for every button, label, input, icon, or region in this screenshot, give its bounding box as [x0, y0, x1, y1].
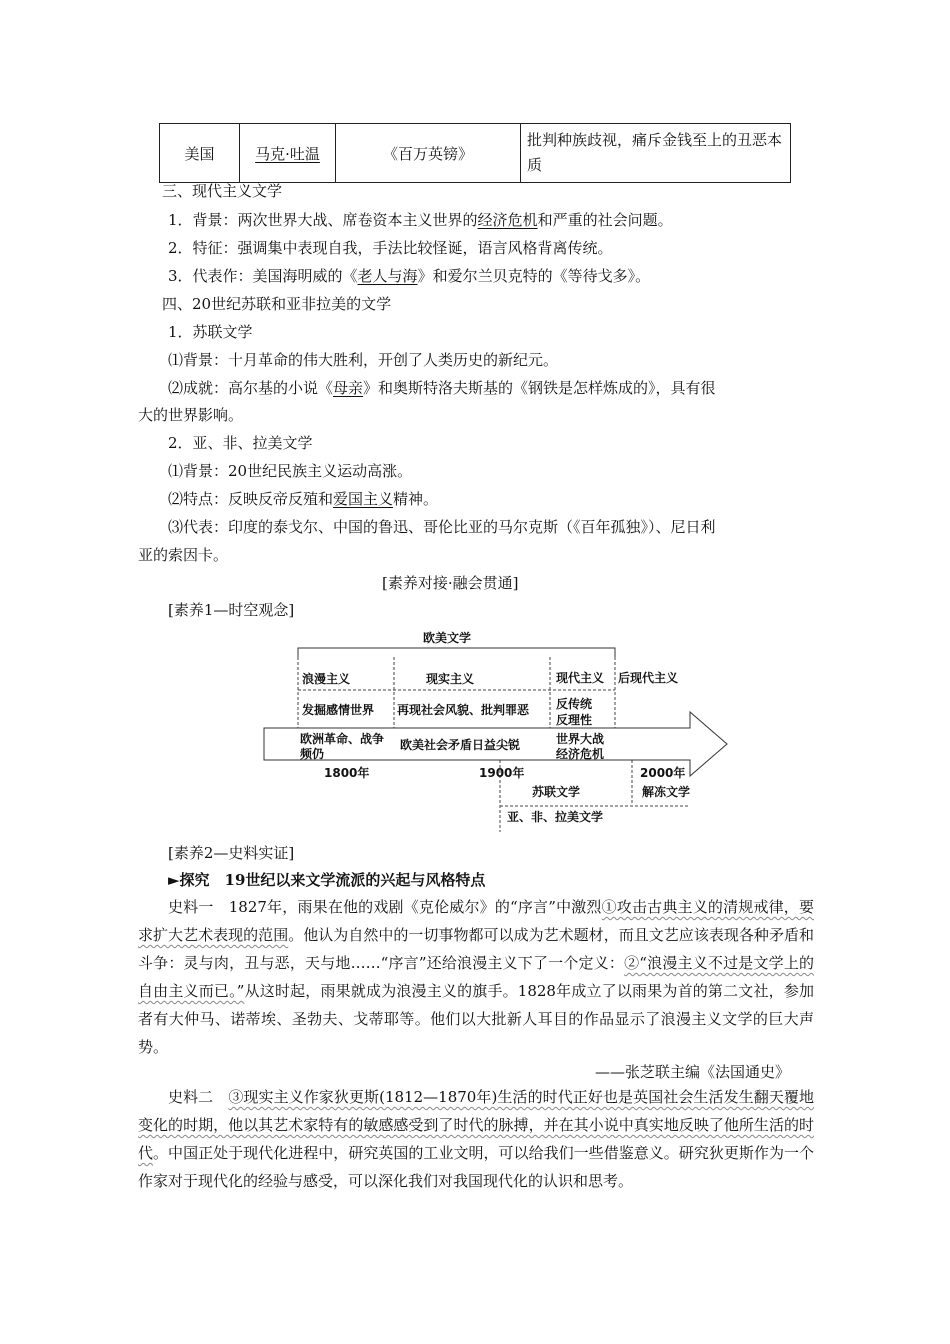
material-1-marked-2: ②“浪漫主义不过是文学上的自由主义而已。”: [138, 954, 815, 1000]
literacy-1-label: [素养1—时空观念]: [168, 601, 295, 619]
romanticism-label: 浪漫主义: [302, 672, 351, 686]
material-1-mid: 。他认为自然中的一切事物都可以成为艺术题材，而且文艺应该表现各种矛盾和斗争：灵与肉，丑与恶，天与地……“序言”还给浪漫主义下了一个定义：: [138, 926, 814, 972]
romanticism-bg-2: 频仍: [300, 747, 325, 761]
year-1800: 1800年: [324, 766, 370, 780]
romanticism-feature: 发掘感情世界: [302, 703, 375, 717]
thaw-literature-label: 解冻文学: [642, 785, 691, 799]
literacy-heading: [素养对接·融会贯通]: [382, 574, 519, 592]
modernism-bg-2: 经济危机: [556, 747, 605, 761]
modernism-bg-1: 世界大战: [556, 732, 605, 746]
author-name: 马克·吐温: [255, 144, 320, 163]
material-2-marked: ③现实主义作家狄更斯(1812—1870年)生活的时代正好也是英国社会生活发生翻天覆地变化的时期，他以其艺术家特有的敏感感受到了时代的脉搏，并在其小说中真实地反映了他所生活的时代: [138, 1088, 814, 1162]
text-span: ⑵特点：反映反帝反殖和: [168, 490, 334, 508]
material-1: [138, 893, 814, 1061]
bracket-line: [298, 648, 615, 657]
year-1900: 1900年: [479, 766, 525, 780]
inquiry-heading: ►探究 19世纪以来文学流派的兴起与风格特点: [168, 871, 486, 889]
afro-representatives: ⑶代表：印度的泰戈尔、中国的鲁迅、哥伦比亚的马尔克斯（《百年孤独》）、尼日利: [168, 518, 716, 536]
text-span: 精神。: [393, 490, 439, 508]
modernism-background: [168, 210, 673, 230]
realism-bg: 欧美社会矛盾日益尖锐: [400, 738, 521, 752]
table-cell-country: 美国: [160, 124, 240, 183]
table-cell-work: 《百万英镑》: [336, 124, 521, 183]
realism-label: 现实主义: [426, 672, 475, 686]
soviet-literature-label: 苏联文学: [532, 785, 581, 799]
soviet-title: 1．苏联文学: [168, 323, 253, 341]
material-2-lead: 史料二: [168, 1088, 229, 1106]
material-2-tail: 。中国正处于现代化进程中，研究英国的工业文明，可以给我们一些借鉴意义。研究狄更斯作为一个作家对于现代化的经验与感受，可以深化我们对我国现代化的认识和思考。: [138, 1144, 814, 1190]
literacy-2-label: [素养2—史料实证]: [168, 844, 295, 862]
text-span: 3．代表作：美国海明威的《: [168, 267, 358, 285]
material-2: [138, 1083, 814, 1195]
text-span: 》和奥斯特洛夫斯基的《钢铁是怎样炼成的》，具有很: [363, 379, 716, 397]
keyword-economic-crisis: 经济危机: [477, 211, 538, 229]
afro-representatives-cont: 亚的索因卡。: [138, 546, 229, 564]
literature-timeline-diagram: [260, 628, 735, 840]
modernism-feature: 2．特征：强调集中表现自我，手法比较怪诞，语言风格背离传统。: [168, 239, 613, 257]
text-span: 》和爱尔兰贝克特的《等待戈多》。: [417, 267, 651, 285]
postmodernism-label: 后现代主义: [618, 671, 679, 685]
text-span: 1．背景：两次世界大战、席卷资本主义世界的: [168, 211, 478, 229]
year-2000: 2000年: [640, 766, 686, 780]
afro-feature: [168, 489, 438, 509]
modernism-feature-2: 反理性: [556, 713, 593, 727]
modernism-feature-1: 反传统: [556, 697, 593, 711]
diagram-top-label: 欧美文学: [423, 631, 472, 645]
realism-feature: 再现社会风貌、批判罪恶: [397, 703, 530, 717]
material-1-tail: 从这时起，雨果就成为浪漫主义的旗手。1828年成立了以雨果为首的第二文社，参加者有大仲马、诺蒂埃、圣勃夫、戈蒂耶等。他们以大批新人耳目的作品显示了浪漫主义文学的巨大声势。: [138, 982, 814, 1056]
table-cell-theme: 批判种族歧视，痛斥金钱至上的丑恶本质: [521, 124, 791, 183]
section-title-modernism: 三、现代主义文学: [162, 182, 283, 200]
material-1-source: ——张芝联主编《法国通史》: [595, 1063, 791, 1081]
section-title-20th-century: 四、20世纪苏联和亚非拉美的文学: [162, 295, 392, 313]
afro-background: ⑴背景：20世纪民族主义运动高涨。: [168, 462, 413, 480]
material-1-lead: 史料一 1827年，雨果在他的戏剧《克伦威尔》的“序言”中激烈: [168, 898, 602, 916]
keyword-patriotism: 爱国主义: [333, 490, 394, 508]
modernism-works: [168, 266, 650, 286]
soviet-background: ⑴背景：十月革命的伟大胜利，开创了人类历史的新纪元。: [168, 351, 559, 369]
material-1-marked-1: ①攻击古典主义的清规戒律，要求扩大艺术表现的范围: [138, 898, 814, 944]
afro-title: 2．亚、非、拉美文学: [168, 434, 313, 452]
soviet-achievement: [168, 378, 716, 398]
table-cell-author: [240, 124, 336, 183]
literature-table: [159, 123, 791, 183]
keyword-old-man-sea: 老人与海: [357, 267, 418, 285]
modernism-label: 现代主义: [556, 671, 605, 685]
table-row: [160, 124, 791, 183]
romanticism-bg-1: 欧洲革命、战争: [300, 732, 385, 746]
text-span: 和严重的社会问题。: [537, 211, 673, 229]
keyword-mother: 母亲: [333, 379, 364, 397]
afro-literature-label: 亚、非、拉美文学: [507, 810, 604, 824]
soviet-achievement-cont: 大的世界影响。: [138, 406, 244, 424]
text-span: ⑵成就：高尔基的小说《: [168, 379, 334, 397]
